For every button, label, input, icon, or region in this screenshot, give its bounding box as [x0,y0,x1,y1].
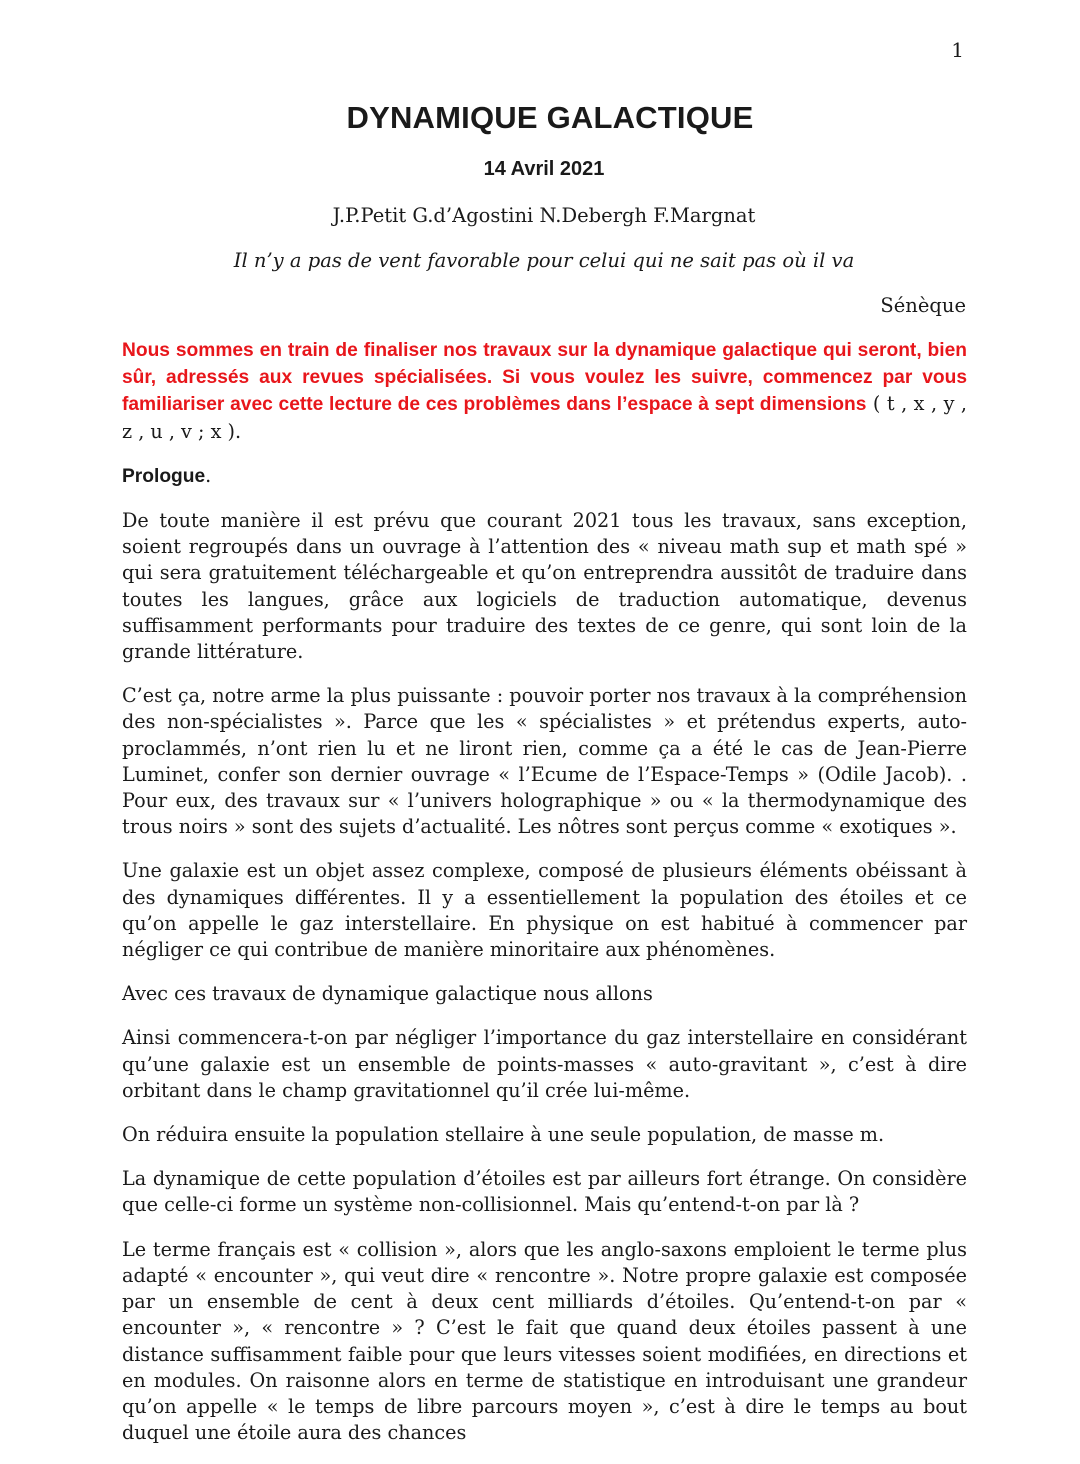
notice-coordinates: ( t , x , y , z , u , v ; x ). [122,392,967,443]
epigraph-author: Sénèque [880,294,966,317]
paragraph-5: Ainsi commencera-t-on par négliger l’importance du gaz interstellaire en considérant qu’une galaxie est un ensemble de points-masses « auto-gravitant », c’est à dire orbitant dans le champ gravitationnel qu’il crée lui-même. [122,1026,967,1102]
paragraph-2: C’est ça, notre arme la plus puissante : pouvoir porter nos travaux à la compréhension des non-spécialistes ». Parce que les « spécialistes » et prétendus experts, auto-proclammés, n’ont rien lu et ne liront rien, comme ça a été le cas de Jean-Pierre Luminet, confer son dernier ouvrage « l’Ecume de l’Espace-Temps » (Odile Jacob). . Pour eux, des travaux sur « l’univers holographique » ou « la thermodynamique des trous noirs » sont des sujets d’actualité. Les nôtres sont perçus comme « exotiques ». [122,684,967,839]
paragraph-6: On réduira ensuite la population stellaire à une seule population, de masse m. [122,1123,885,1147]
section-heading-punct: . [205,463,212,487]
paragraph-3: Une galaxie est un objet assez complexe, composé de plusieurs éléments obéissant à des dynamiques différentes. Il y a essentiellement la population des étoiles et ce qu’on appelle le gaz interstellaire. En physique on est habitué à commencer par négliger ce qui contribue de manière minoritaire aux phénomènes. [122,859,967,962]
document-title: DYNAMIQUE GALACTIQUE [346,100,754,135]
paragraph-7: La dynamique de cette population d’étoiles est par ailleurs fort étrange. On considère que celle-ci forme un système non-collisionnel. Mais qu’entend-t-on par là ? [122,1167,967,1217]
section-heading-text: Prologue [122,465,206,487]
notice-paragraph [122,337,967,445]
document-body [122,337,967,1464]
paragraph-8: Le terme français est « collision », alors que les anglo-saxons emploient le terme plus adapté « encounter », qui veut dire « rencontre ». Notre propre galaxie est composée par un ensemble de cent à deux cent milliards d’étoiles. Qu’entend-t-on par « encounter », « rencontre » ? C’est le fait que quand deux étoiles passent à une distance suffisamment faible pour que leurs vitesses soient modifiées, en directions et en modules. On raisonne alors en terme de statistique en introduisant une grandeur qu’on appelle « le temps de libre parcours moyen », c’est à dire le temps au bout duquel une étoile aura des chances [122,1237,967,1445]
paragraph-1: De toute manière il est prévu que courant 2021 tous les travaux, sans exception, soient regroupés dans un ouvrage à l’attention des « niveau math sup et math spé » qui sera gratuitement téléchargeable et qu’on entreprendra aussitôt de traduire dans toutes les langues, grâce aux logiciels de traduction automatique, devenus suffisamment performants pour traduire des textes de ce genre, qui sont loin de la grande littérature. [122,509,967,664]
paragraph-4: Avec ces travaux de dynamique galactique nous allons [122,982,653,1006]
page-number: 1 [951,38,964,62]
document-date: 14 Avril 2021 [483,158,605,180]
section-heading [122,463,967,490]
notice-text: Nous sommes en train de finaliser nos travaux sur la dynamique galactique qui seront, bien sûr, adressés aux revues spécialisées. Si vous voulez les suivre, commencez par vous familiariser avec cette lecture de ces problèmes dans l’espace à sept dimensions [122,340,967,416]
epigraph-quote: Il n’y a pas de vent favorable pour celui qui ne sait pas où il va [233,249,855,272]
document-authors: J.P.Petit G.d’Agostini N.Debergh F.Margnat [332,204,756,227]
